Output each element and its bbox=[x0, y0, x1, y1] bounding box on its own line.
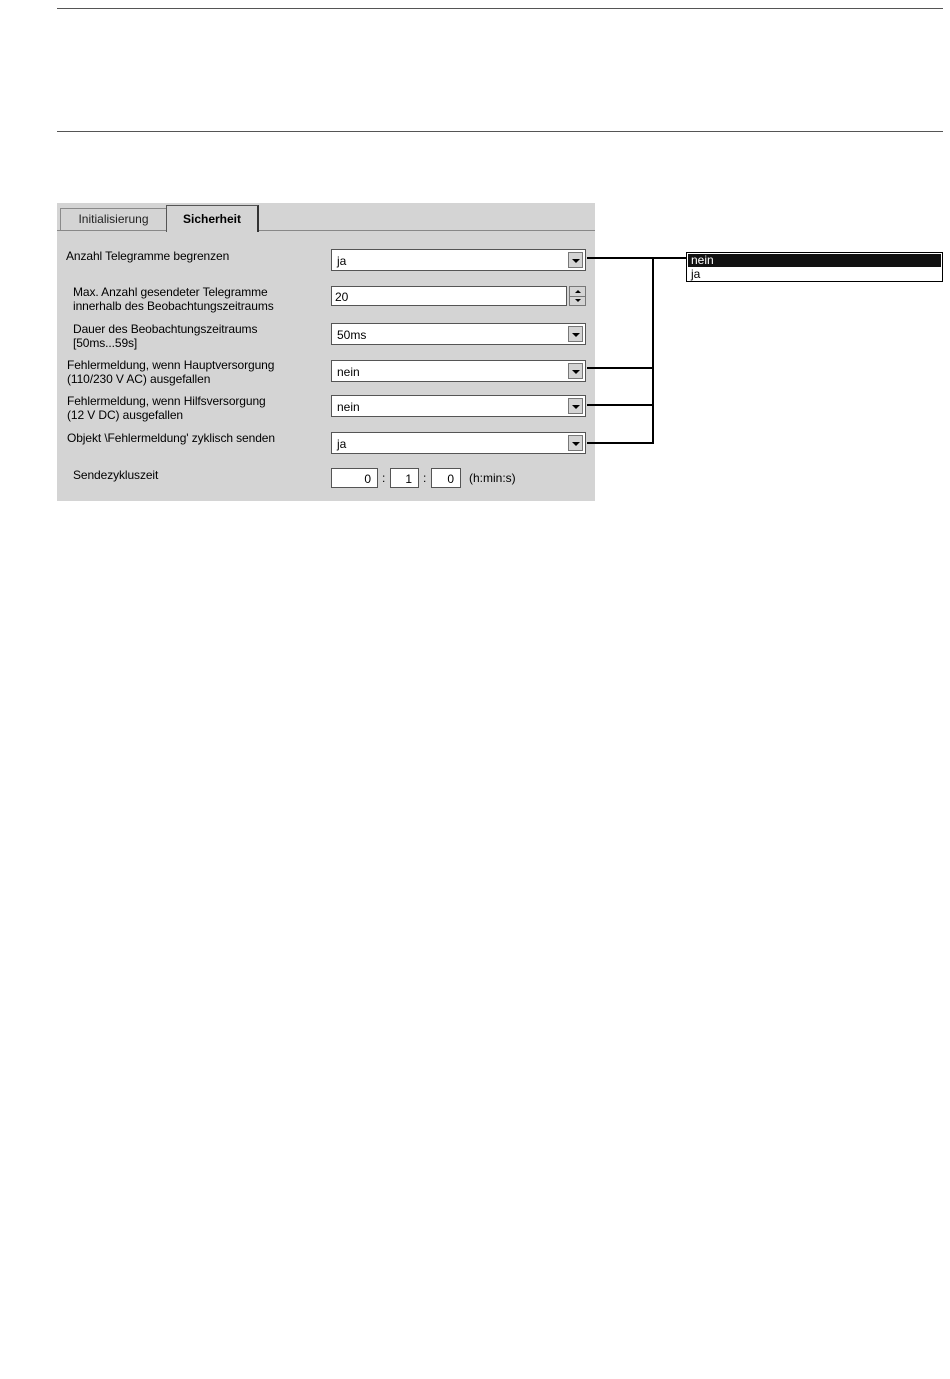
tab-initialisierung[interactable]: Initialisierung bbox=[60, 208, 167, 230]
haupt-select[interactable] bbox=[331, 360, 586, 382]
haupt-label-line2: (110/230 V AC) ausgefallen bbox=[67, 372, 211, 386]
time-unit-label: (h:min:s) bbox=[469, 471, 516, 485]
minutes-input[interactable] bbox=[390, 468, 419, 488]
objekt-label bbox=[67, 431, 275, 445]
option-nein[interactable]: nein bbox=[688, 254, 941, 267]
hilfs-select[interactable] bbox=[331, 395, 586, 417]
hilfs-label-line2: (12 V DC) ausgefallen bbox=[67, 408, 183, 422]
chevron-down-icon[interactable] bbox=[568, 435, 583, 451]
dropdown-options-list bbox=[686, 252, 943, 282]
spin-down-icon[interactable] bbox=[570, 296, 585, 305]
dauer-select[interactable] bbox=[331, 323, 586, 345]
connector-line bbox=[587, 367, 653, 369]
minutes-value: 1 bbox=[405, 472, 412, 486]
hilfs-label bbox=[67, 394, 266, 422]
chevron-down-icon[interactable] bbox=[568, 398, 583, 414]
dauer-label bbox=[73, 322, 257, 350]
connector-line bbox=[652, 257, 654, 444]
max-label bbox=[73, 285, 274, 313]
dauer-label-line2: [50ms...59s] bbox=[73, 336, 138, 350]
sendezyklus-label bbox=[73, 468, 158, 482]
max-label-line2: innerhalb des Beobachtungszeitraums bbox=[73, 299, 274, 313]
sendezyklus-label-text: Sendezykluszeit bbox=[73, 468, 159, 482]
hours-value: 0 bbox=[364, 472, 371, 486]
haupt-label-line1: Fehlermeldung, wenn Hauptversorgung bbox=[67, 358, 275, 372]
seconds-input[interactable] bbox=[431, 468, 461, 488]
top-rule bbox=[57, 8, 943, 9]
max-input-value: 20 bbox=[335, 290, 349, 304]
chevron-down-icon[interactable] bbox=[568, 252, 583, 268]
connector-line bbox=[587, 257, 687, 259]
anzahl-label-text: Anzahl Telegramme begrenzen bbox=[66, 249, 230, 263]
header-rule bbox=[57, 131, 943, 132]
hilfs-label-line1: Fehlermeldung, wenn Hilfsversorgung bbox=[67, 394, 266, 408]
connector-line bbox=[587, 442, 653, 444]
objekt-label-text: Objekt \Fehlermeldung' zyklisch senden bbox=[67, 431, 275, 445]
dauer-select-value: 50ms bbox=[337, 328, 367, 342]
max-input[interactable] bbox=[331, 286, 567, 306]
anzahl-label bbox=[66, 249, 229, 263]
objekt-select-value: ja bbox=[337, 437, 347, 451]
tab-sicherheit[interactable]: Sicherheit bbox=[166, 205, 259, 232]
objekt-select[interactable] bbox=[331, 432, 586, 454]
dauer-label-line1: Dauer des Beobachtungszeitraums bbox=[73, 322, 258, 336]
hilfs-select-value: nein bbox=[337, 400, 360, 414]
tab-baseline bbox=[57, 230, 595, 231]
anzahl-select[interactable] bbox=[331, 249, 586, 271]
time-separator: : bbox=[382, 471, 386, 485]
connector-line bbox=[587, 404, 653, 406]
seconds-value: 0 bbox=[447, 472, 454, 486]
max-label-line1: Max. Anzahl gesendeter Telegramme bbox=[73, 285, 268, 299]
chevron-down-icon[interactable] bbox=[568, 363, 583, 379]
haupt-label bbox=[67, 358, 274, 386]
parameter-dialog bbox=[57, 203, 595, 501]
time-separator: : bbox=[423, 471, 427, 485]
option-ja[interactable]: ja bbox=[691, 267, 701, 281]
anzahl-select-value: ja bbox=[337, 254, 347, 268]
haupt-select-value: nein bbox=[337, 365, 360, 379]
hours-input[interactable] bbox=[331, 468, 378, 488]
chevron-down-icon[interactable] bbox=[568, 326, 583, 342]
tab-bar bbox=[57, 203, 595, 231]
max-spinner[interactable] bbox=[569, 286, 586, 306]
